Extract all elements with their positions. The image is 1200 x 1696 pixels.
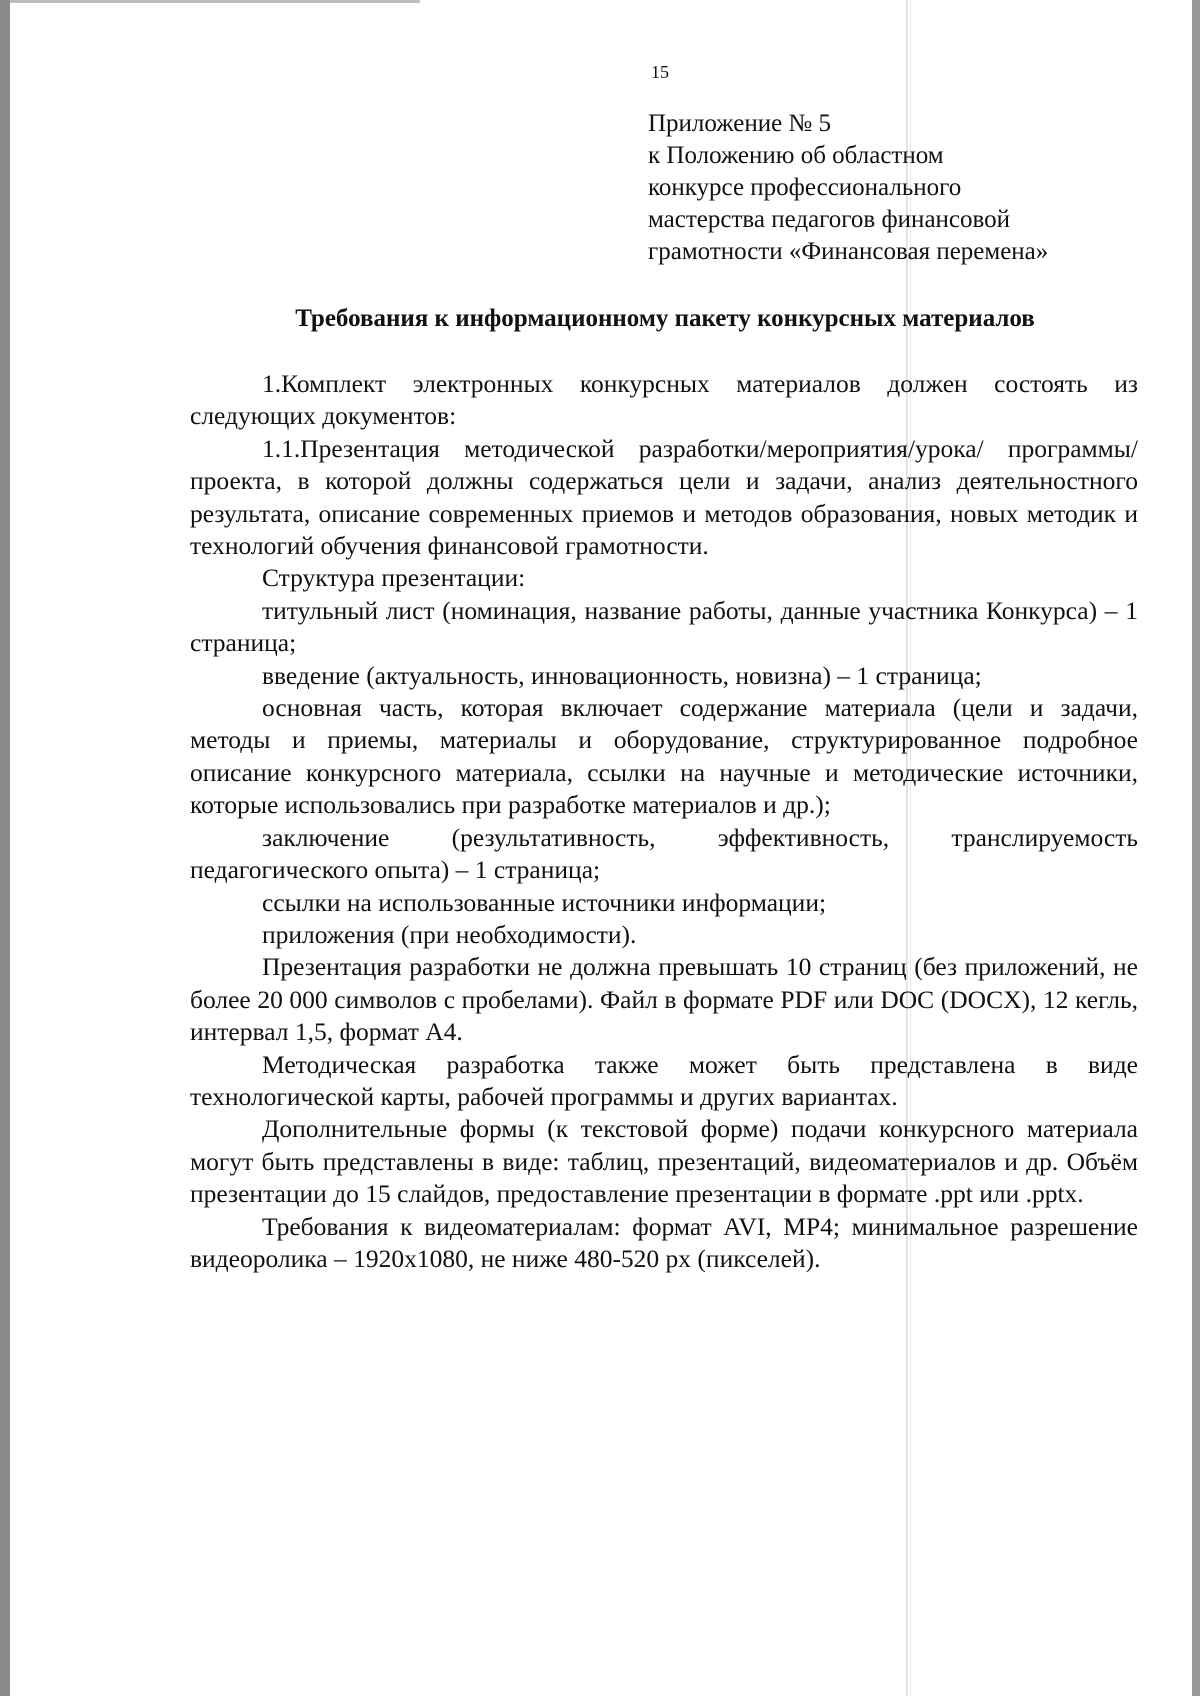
- paragraph-number: 1.1.: [262, 433, 301, 463]
- paragraph: [190, 1211, 1138, 1276]
- appendix-line: Приложение № 5: [648, 110, 832, 137]
- paragraph-text: Структура презентации:: [262, 563, 526, 593]
- appendix-line: мастерства педагогов финансовой: [648, 206, 1011, 233]
- scan-edge-left: [0, 0, 10, 1696]
- paragraph: [190, 1049, 1138, 1114]
- scan-edge-top: [10, 0, 420, 3]
- paragraph-text: Комплект электронных конкурсных материалов должен состоять из следующих документов:: [190, 369, 1138, 431]
- paragraph: [190, 887, 1138, 919]
- paragraph-number: 1.: [262, 369, 282, 398]
- page-number: 15: [651, 62, 669, 82]
- paragraph: [190, 1113, 1138, 1210]
- paragraph-text: ссылки на использованные источники информации;: [262, 887, 827, 917]
- scan-edge-right: [1192, 0, 1200, 1696]
- paragraph-text: основная часть, которая включает содержание материала (цели и задачи, методы и приемы, материалы и оборудование, структурированное подробное описание конкурсного материала, ссылки на научные и методические источники, которые использовались при разработке материалов и др.);: [190, 693, 1138, 820]
- paragraph-text: заключение (результативность, эффективность, транслируемость педагогического опыта) – 1 страница;: [190, 822, 1138, 885]
- paragraph: [190, 433, 1138, 563]
- document-title: Требования к информационному пакету конкурсных материалов: [295, 305, 1035, 332]
- paragraph: [190, 660, 1138, 692]
- paragraph-text: приложения (при необходимости).: [262, 919, 637, 949]
- paragraph-text: введение (актуальность, инновационность, новизна) – 1 страница;: [262, 660, 982, 690]
- appendix-line: конкурсе профессионального: [648, 174, 962, 201]
- document-body: [190, 368, 1138, 1275]
- appendix-line: к Положению об областном: [648, 142, 944, 169]
- paragraph-text: Методическая разработка также может быть представлена в виде технологической карты, рабочей программы и других вариантах.: [190, 1049, 1138, 1111]
- paragraph-text: Требования к видеоматериалам: формат AVI, MP4; минимальное разрешение видеоролика – 1920x1080, не ниже 480-520 px (пикселей).: [190, 1211, 1138, 1273]
- paragraph-text: Презентация методической разработки/мероприятия/урока/ программы/проекта, в которой должны содержаться цели и задачи, анализ деятельностного результата, описание современных приемов и методов образования, новых методик и технологий обучения финансовой грамотности.: [190, 433, 1138, 561]
- appendix-header: [648, 108, 1148, 268]
- paragraph: [190, 951, 1138, 1048]
- paragraph: [190, 595, 1138, 660]
- paragraph-text: титульный лист (номинация, название работы, данные участника Конкурса) – 1 страница;: [190, 595, 1138, 658]
- appendix-line: грамотности «Финансовая перемена»: [648, 238, 1049, 265]
- paragraph-text: Дополнительные формы (к текстовой форме) подачи конкурсного материала могут быть представлены в виде: таблиц, презентаций, видеоматериалов и др. Объём презентации до 15 слайдов, предоставление презентации в формате .ppt или .pptx.: [190, 1114, 1138, 1209]
- paragraph: [190, 692, 1138, 822]
- paragraph-text: Презентация разработки не должна превышать 10 страниц (без приложений, не более 20 000 символов с пробелами). Файл в формате PDF или DOC (DOCX), 12 кегль, интервал 1,5, формат А4.: [190, 952, 1138, 1047]
- paragraph: [190, 562, 1138, 594]
- paragraph: [190, 822, 1138, 887]
- paragraph: [190, 368, 1138, 433]
- paragraph: [190, 919, 1138, 951]
